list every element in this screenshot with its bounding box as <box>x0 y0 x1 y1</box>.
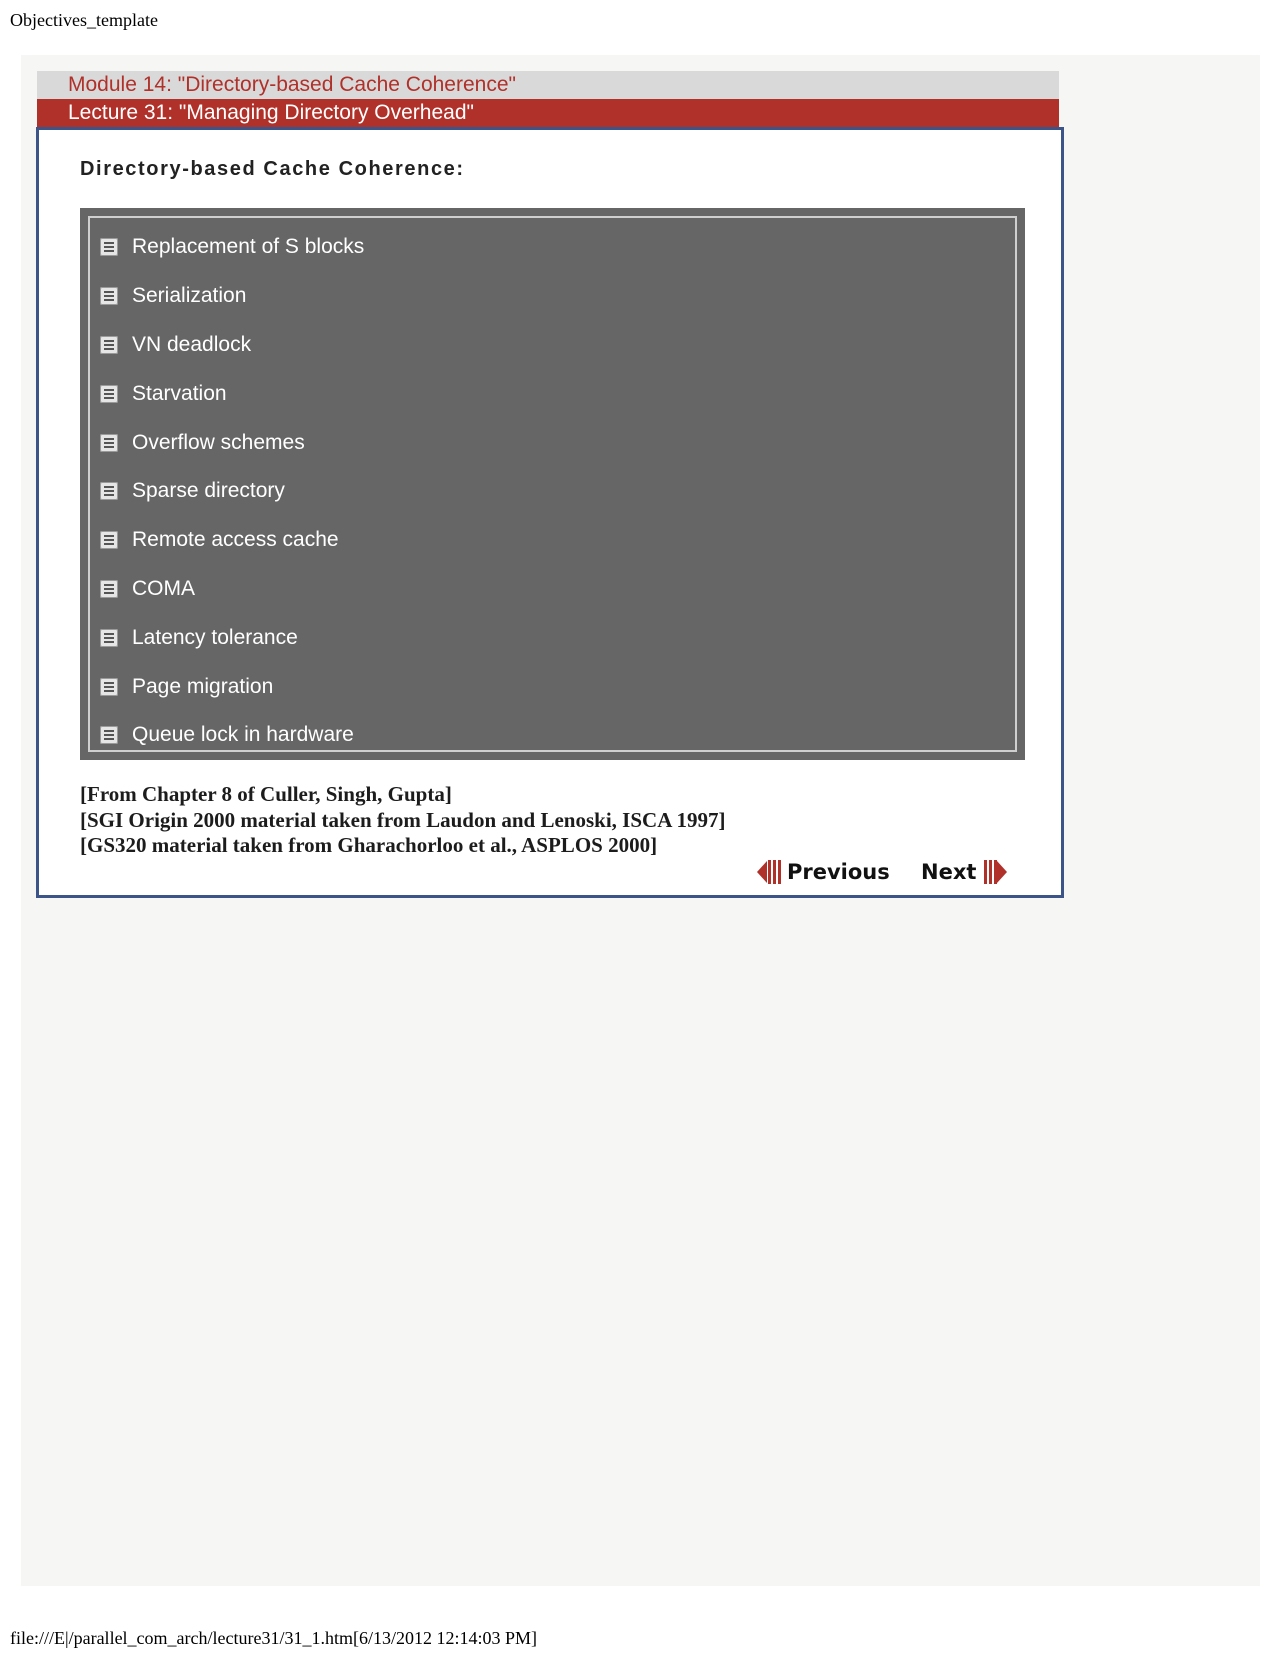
previous-arrow-icon <box>757 860 781 884</box>
topic-item <box>90 516 1015 565</box>
document-icon <box>100 726 118 744</box>
content-frame <box>36 127 1064 898</box>
topic-label: Overflow schemes <box>132 430 305 454</box>
topic-item <box>90 662 1015 711</box>
topic-item <box>90 467 1015 516</box>
topic-label: COMA <box>132 576 195 600</box>
module-title: Module 14: "Directory-based Cache Coherence" <box>37 71 1059 99</box>
previous-button[interactable] <box>757 857 890 887</box>
reference-line: [GS320 material taken from Gharachorloo et al., ASPLOS 2000] <box>80 833 658 857</box>
topic-label: Queue lock in hardware <box>132 723 354 747</box>
document-icon <box>100 678 118 696</box>
topic-label: Sparse directory <box>132 479 285 503</box>
topic-label: Remote access cache <box>132 528 339 552</box>
next-label: Next <box>921 860 977 884</box>
references <box>80 782 725 859</box>
document-icon <box>100 580 118 598</box>
topic-list-panel <box>80 208 1025 760</box>
topic-label: Replacement of S blocks <box>132 235 365 259</box>
topic-label: Page migration <box>132 674 274 698</box>
document-icon <box>100 385 118 403</box>
topic-item <box>90 418 1015 467</box>
next-arrow-icon <box>982 860 1007 884</box>
document-icon <box>100 238 118 256</box>
next-button[interactable] <box>921 857 1007 887</box>
topic-item <box>90 711 1015 760</box>
print-header-title: Objectives_template <box>10 10 158 30</box>
topic-item <box>90 565 1015 614</box>
content-area <box>73 130 1023 895</box>
topic-label: Latency tolerance <box>132 625 298 649</box>
print-footer-url: file:///E|/parallel_com_arch/lecture31/31_1.htm[6/13/2012 12:14:03 PM] <box>10 1628 537 1648</box>
section-title: Directory-based Cache Coherence: <box>80 158 465 180</box>
topic-item <box>90 272 1015 321</box>
document-icon <box>100 531 118 549</box>
topic-label: Serialization <box>132 284 247 308</box>
document-icon <box>100 629 118 647</box>
topic-item <box>90 223 1015 272</box>
lecture-title: Lecture 31: "Managing Directory Overhead" <box>37 99 1059 127</box>
document-icon <box>100 482 118 500</box>
topic-item <box>90 613 1015 662</box>
topic-item <box>90 369 1015 418</box>
document-icon <box>100 287 118 305</box>
document-icon <box>100 336 118 354</box>
reference-line: [From Chapter 8 of Culler, Singh, Gupta] <box>80 782 452 806</box>
document-icon <box>100 434 118 452</box>
topic-list <box>88 216 1017 752</box>
topic-label: Starvation <box>132 381 227 405</box>
previous-label: Previous <box>787 860 890 884</box>
topic-label: VN deadlock <box>132 332 252 356</box>
reference-line: [SGI Origin 2000 material taken from Laudon and Lenoski, ISCA 1997] <box>80 807 726 832</box>
topic-item <box>90 321 1015 370</box>
